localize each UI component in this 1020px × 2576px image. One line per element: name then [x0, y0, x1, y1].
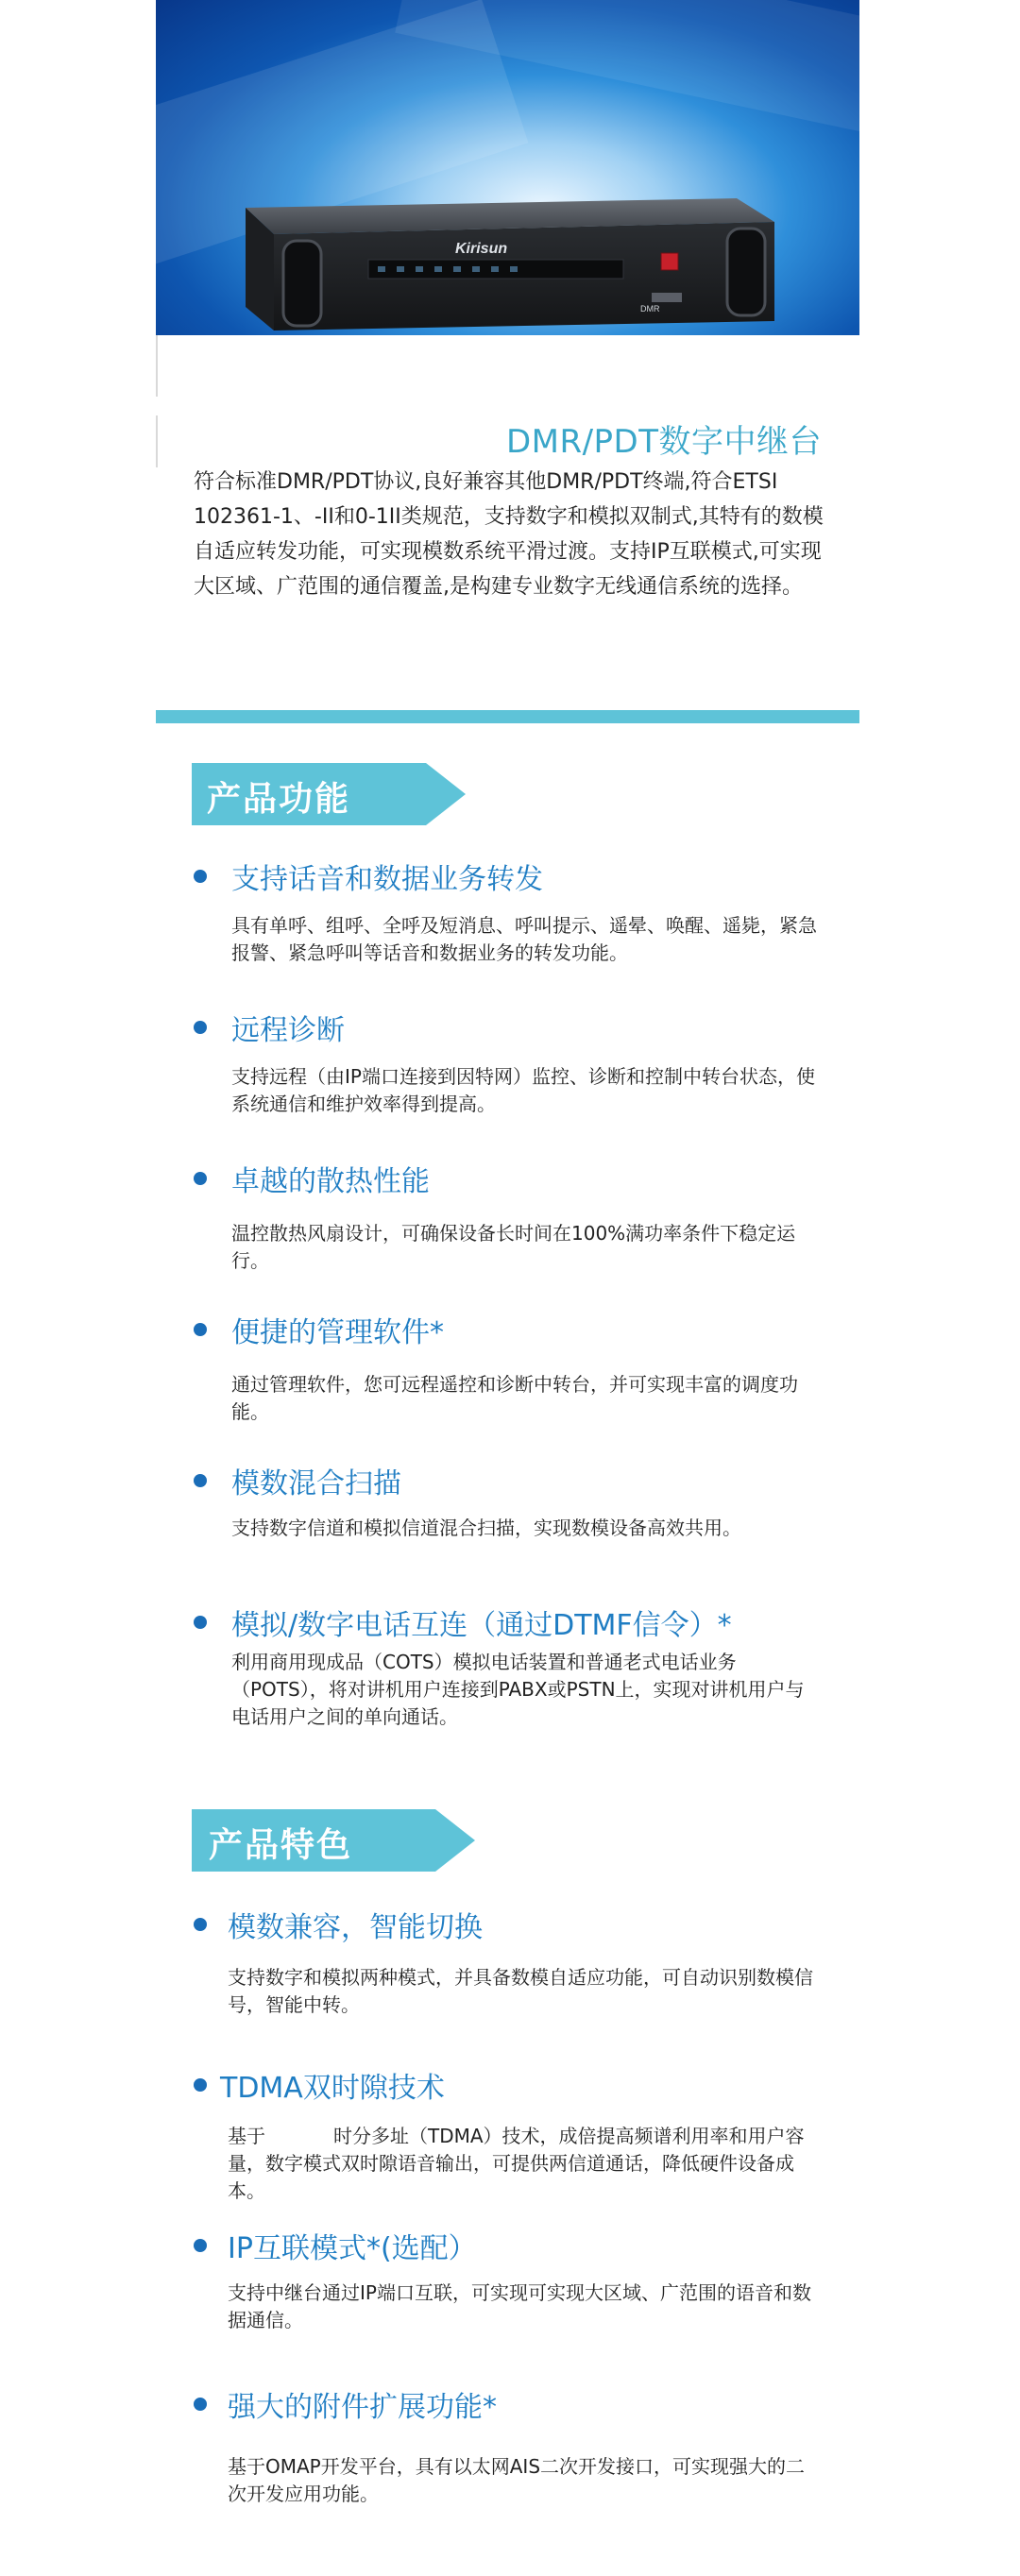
- bullet-dot-icon: [194, 1172, 207, 1185]
- list-item: [194, 2383, 826, 2505]
- divider-line: [156, 335, 158, 397]
- item-description: 支持远程（由IP端口连接到因特网）监控、诊断和控制中转台状态，使系统通信和维护效率得到提高。: [231, 1065, 815, 1115]
- bullet-dot-icon: [194, 1474, 207, 1487]
- item-title: 模数兼容，智能切换: [228, 1911, 483, 1944]
- item-title: 模拟/数字电话互连（通过DTMF信令）*: [231, 1609, 732, 1642]
- list-item: [194, 1007, 826, 1115]
- svg-text:DMR: DMR: [640, 304, 660, 314]
- item-description: 支持数字信道和模拟信道混合扫描，实现数模设备高效共用。: [231, 1517, 741, 1539]
- list-item: [194, 1460, 826, 1545]
- bullet-dot-icon: [194, 2398, 207, 2411]
- list-item: [194, 2225, 826, 2338]
- item-title: IP互联模式*(选配）: [228, 2232, 477, 2265]
- page: [156, 0, 859, 2576]
- item-description: 基于 时分多址（TDMA）技术，成倍提高频谱利用率和用户容量，数字模式双时隙语音输出，可提供两信道通话，降低硬件设备成本。: [228, 2125, 805, 2202]
- divider-line: [156, 415, 158, 467]
- item-title: 便捷的管理软件*: [231, 1316, 444, 1349]
- item-description: 具有单呼、组呼、全呼及短消息、呼叫提示、遥晕、唤醒、遥毙，紧急报警、紧急呼叫等话音和数据业务的转发功能。: [231, 914, 817, 964]
- brand-logo-text: Kirisun: [455, 241, 508, 257]
- list-item: [194, 1309, 826, 1423]
- section-banner-label: 产品特色: [209, 1826, 353, 1865]
- bullet-dot-icon: [194, 1323, 207, 1336]
- bullet-dot-icon: [194, 870, 207, 883]
- bullet-dot-icon: [194, 2239, 207, 2252]
- item-title: 支持话音和数据业务转发: [231, 863, 543, 896]
- bullet-dot-icon: [194, 1918, 207, 1931]
- item-description: 通过管理软件，您可远程遥控和诊断中转台，并可实现丰富的调度功能。: [231, 1373, 798, 1423]
- list-item: [194, 1904, 826, 2017]
- item-title: 远程诊断: [231, 1014, 345, 1047]
- repeater-device-image: [208, 189, 784, 330]
- item-title: TDMA双时隙技术: [220, 2072, 445, 2105]
- list-item: [194, 2064, 826, 2206]
- section-banner-characteristics: [192, 1809, 475, 1872]
- item-title: 模数混合扫描: [231, 1467, 401, 1500]
- item-title: 强大的附件扩展功能*: [228, 2391, 497, 2424]
- section-banner-features: [192, 763, 466, 825]
- bullet-dot-icon: [194, 1021, 207, 1034]
- product-description: 符合标准DMR/PDT协议,良好兼容其他DMR/PDT终端,符合ETSI 102361-1、-II和0-1II类规范，支持数字和模拟双制式,其特有的数模自适应转发功能，可实现模数系统平滑过渡。支持IP互联模式,可实现大区域、广范围的通信覆盖,是构建专业数字无线通信系统的选择。: [194, 470, 824, 599]
- section-banner-label: 产品功能: [207, 780, 351, 819]
- item-description: 利用商用现成品（COTS）模拟电话装置和普通老式电话业务（POTS），将对讲机用户连接到PABX或PSTN上，实现对讲机用户与电话用户之间的单向通话。: [231, 1651, 805, 1728]
- bullet-dot-icon: [194, 1616, 207, 1629]
- list-item: [194, 856, 826, 969]
- item-description: 支持数字和模拟两种模式，并具备数模自适应功能，可自动识别数模信号，智能中转。: [228, 1966, 813, 2016]
- item-description: 基于OMAP开发平台，具有以太网AIS二次开发接口，可实现强大的二次开发应用功能。: [228, 2455, 806, 2505]
- hero-banner: [156, 0, 859, 335]
- list-item: [194, 1602, 826, 1734]
- product-title: DMR/PDT数字中继台: [505, 423, 822, 461]
- item-title: 卓越的散热性能: [231, 1165, 430, 1198]
- list-item: [194, 1158, 826, 1272]
- item-description: 支持中继台通过IP端口互联，可实现可实现大区域、广范围的语音和数据通信。: [228, 2281, 811, 2331]
- item-description: 温控散热风扇设计，可确保设备长时间在100%满功率条件下稳定运行。: [231, 1222, 796, 1272]
- bullet-dot-icon: [194, 2078, 207, 2092]
- section-separator: [156, 710, 859, 723]
